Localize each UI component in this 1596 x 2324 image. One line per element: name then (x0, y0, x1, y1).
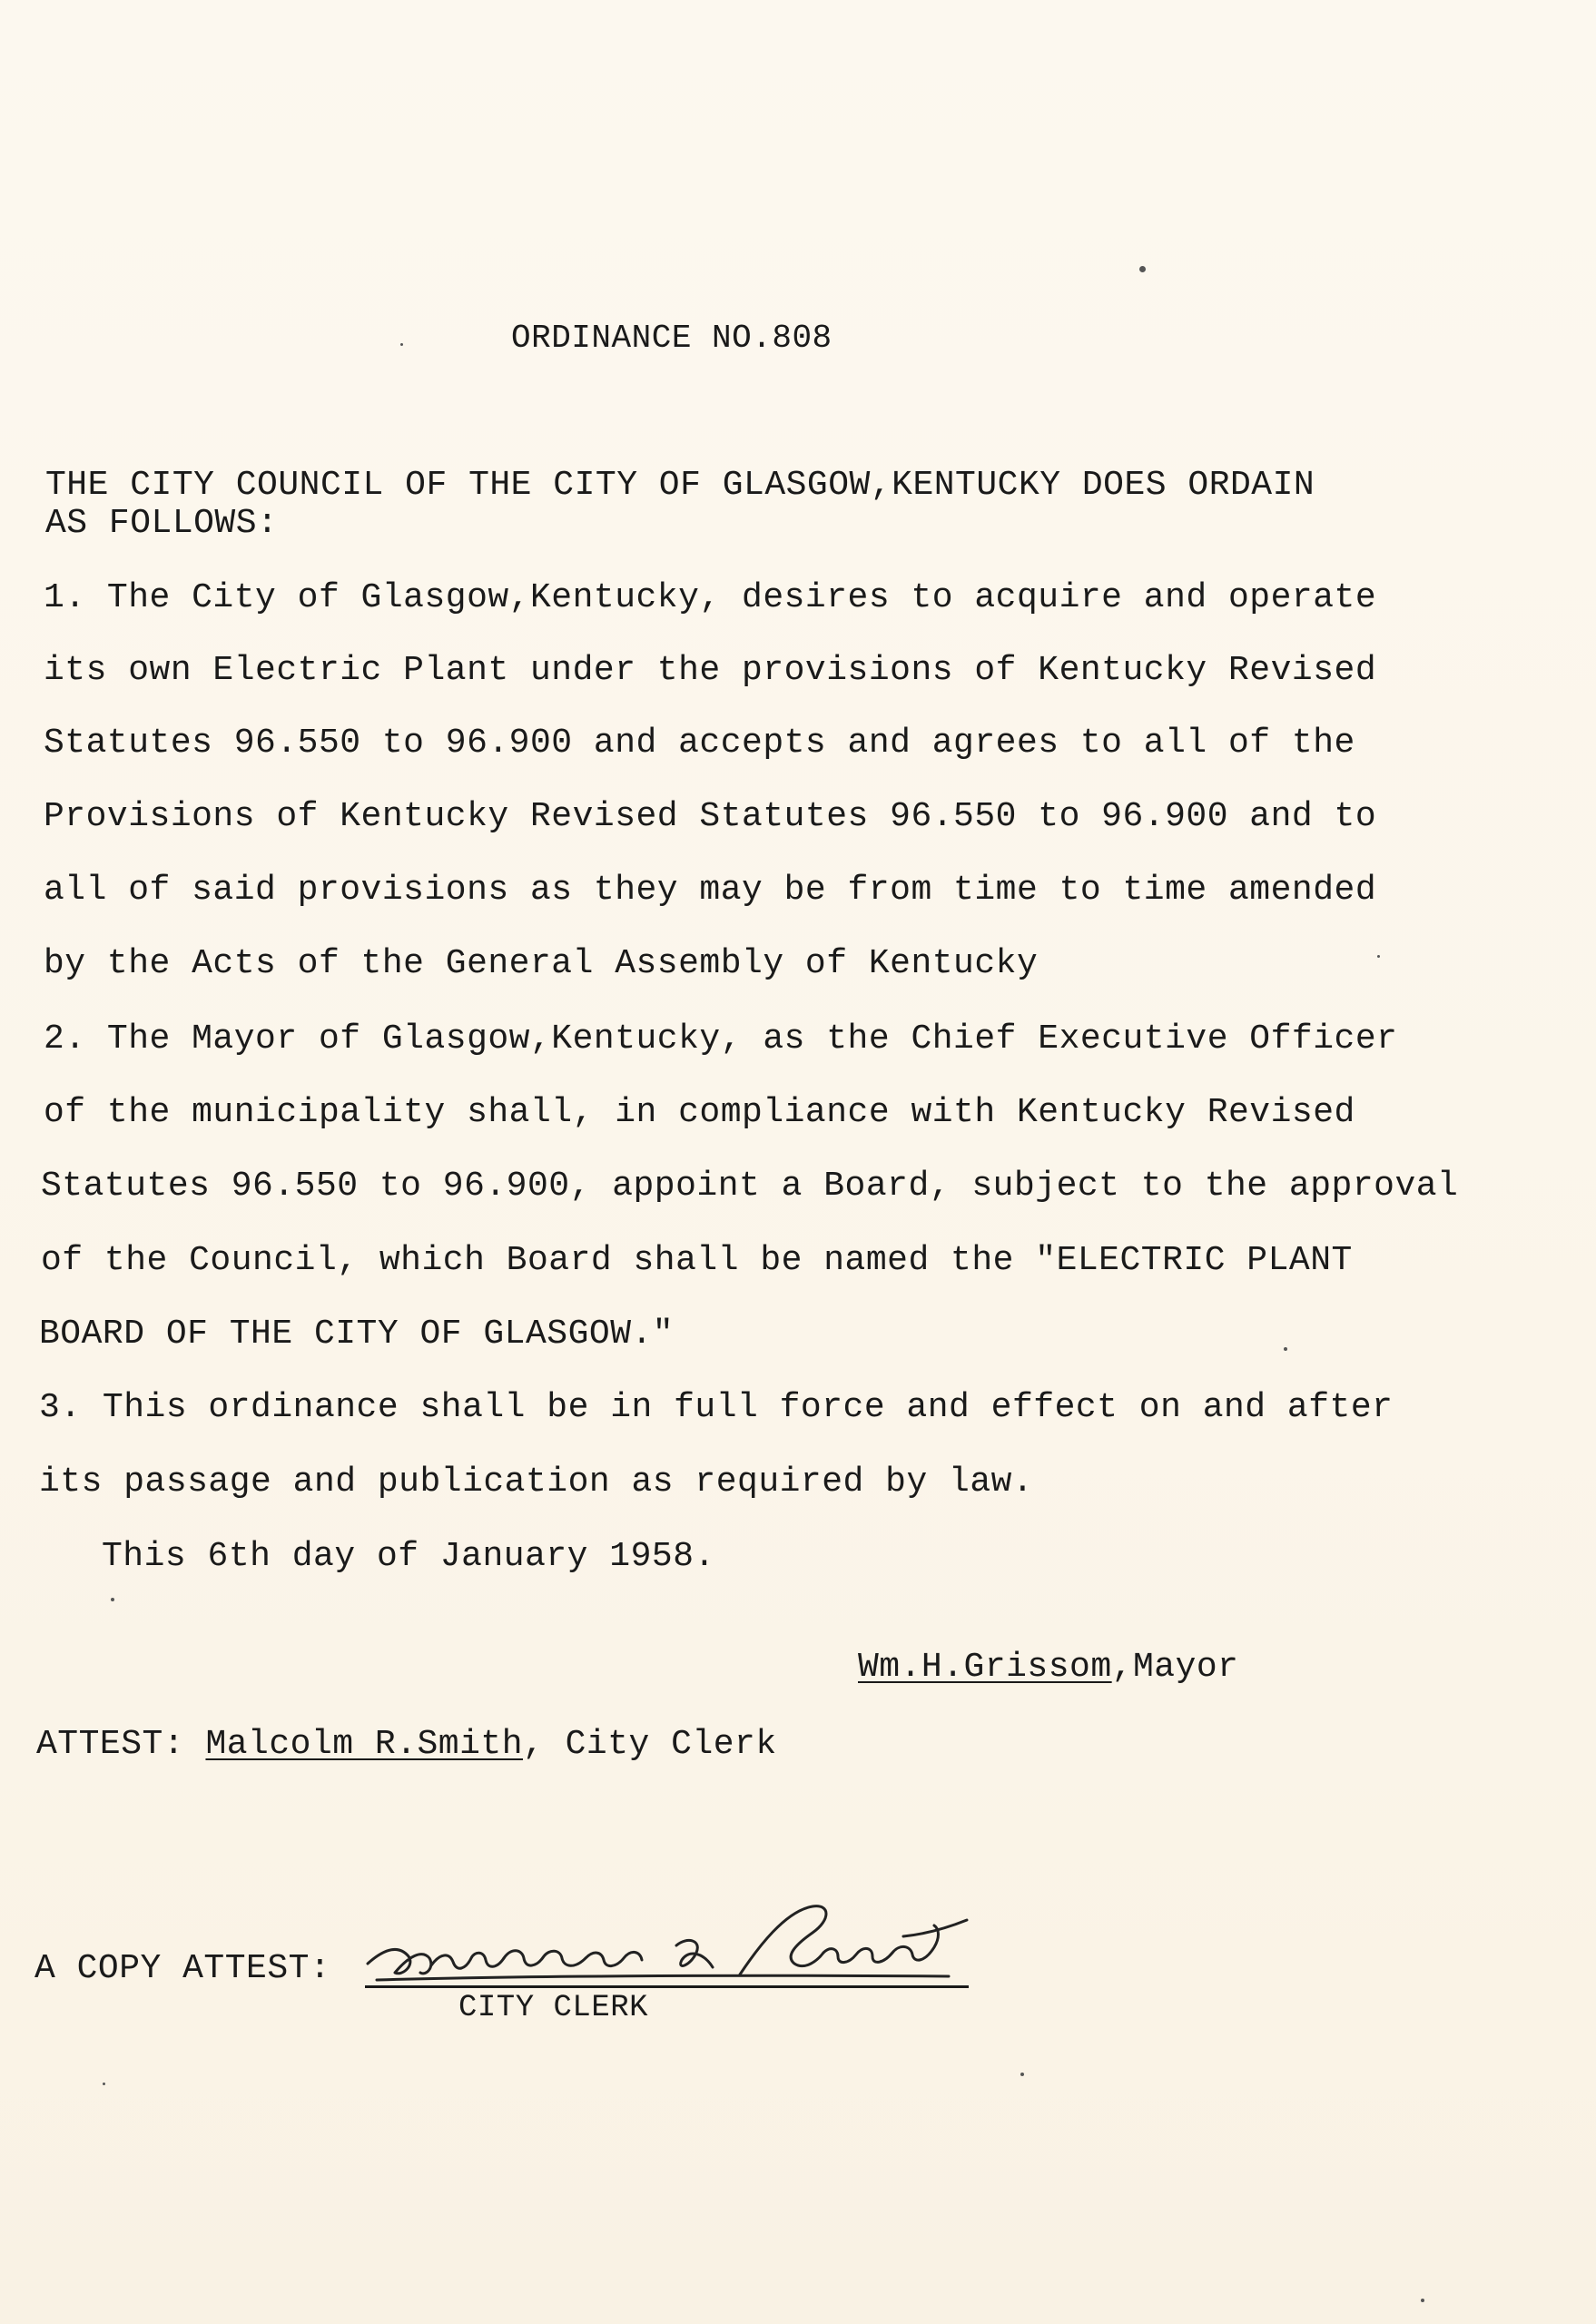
document-title: ORDINANCE NO.808 (511, 320, 832, 357)
body-line: of the municipality shall, in compliance with Kentucky Revised (44, 1093, 1355, 1132)
paper-speck (1421, 2299, 1424, 2302)
mayor-signature-block (858, 1650, 1238, 1685)
clerk-name: Malcolm R.Smith (205, 1725, 524, 1764)
paper-speck (111, 1598, 114, 1601)
preamble-line-2: AS FOLLOWS: (45, 504, 279, 543)
paper-speck (103, 2083, 105, 2085)
body-line: by the Acts of the General Assembly of Kentucky (44, 944, 1039, 983)
mayor-name: Wm.H.Grissom (858, 1648, 1112, 1687)
clerk-title: , City Clerk (523, 1725, 777, 1764)
date-line: This 6th day of January 1958. (102, 1537, 715, 1576)
body-line: BOARD OF THE CITY OF GLASGOW." (39, 1315, 675, 1354)
body-line: 2. The Mayor of Glasgow,Kentucky, as the Chief Executive Officer (44, 1019, 1398, 1059)
body-line: Provisions of Kentucky Revised Statutes 96.550 to 96.900 and to (44, 797, 1377, 836)
body-line: Statutes 96.550 to 96.900 and accepts and agrees to all of the (44, 724, 1355, 763)
attest-block (36, 1725, 777, 1764)
body-line: its own Electric Plant under the provisions of Kentucky Revised (44, 651, 1377, 690)
body-line: its passage and publication as required by law. (39, 1462, 1034, 1502)
paper-speck (1020, 2073, 1024, 2076)
paper-speck (1284, 1347, 1287, 1351)
copy-attest-label: A COPY ATTEST: (34, 1949, 331, 1988)
preamble-line-1: THE CITY COUNCIL OF THE CITY OF GLASGOW,KENTUCKY DOES ORDAIN (45, 466, 1315, 505)
body-line: Statutes 96.550 to 96.900, appoint a Board, subject to the approval (41, 1167, 1459, 1206)
body-line: 3. This ordinance shall be in full force and effect on and after (39, 1388, 1394, 1427)
body-line: 1. The City of Glasgow,Kentucky, desires to acquire and operate (44, 578, 1377, 617)
city-clerk-caption: CITY CLERK (458, 1991, 649, 2025)
paper-speck (1139, 266, 1146, 272)
body-line: all of said provisions as they may be from time to time amended (44, 871, 1377, 910)
paper-speck (400, 343, 403, 346)
body-line: of the Council, which Board shall be named the "ELECTRIC PLANT (41, 1241, 1353, 1280)
mayor-title: ,Mayor (1111, 1648, 1239, 1687)
signature-line (365, 1985, 969, 1988)
attest-label: ATTEST: (36, 1725, 185, 1764)
paper-speck (1377, 955, 1380, 958)
